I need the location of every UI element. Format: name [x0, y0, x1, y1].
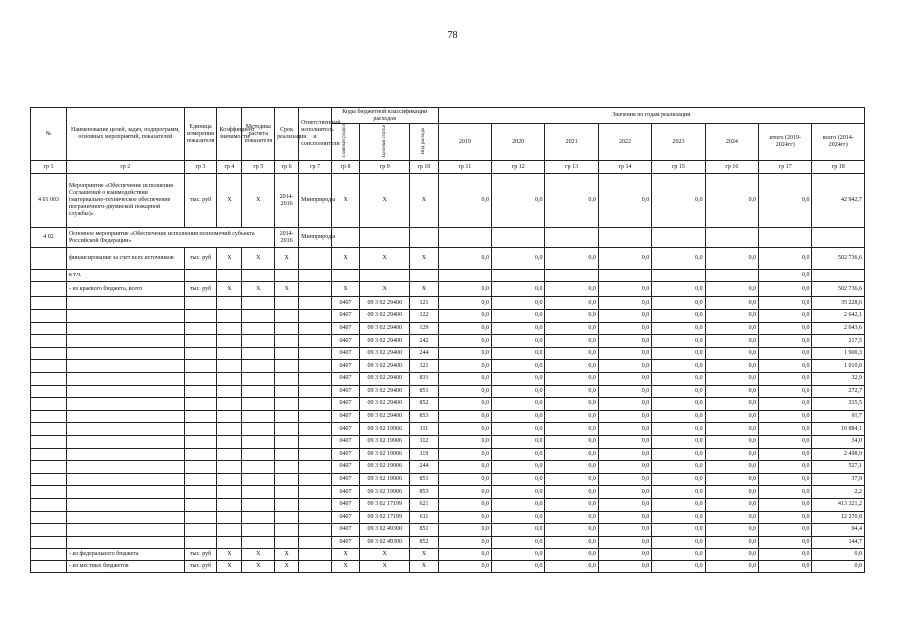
- detail-row: [31, 398, 865, 411]
- value-cell: 0,0: [705, 435, 758, 448]
- kbk-section: 0407: [331, 410, 359, 423]
- kbk-article: 09 3 02 29400: [360, 385, 410, 398]
- kbk-type: 851: [410, 524, 438, 537]
- value-cell: 0,0: [545, 347, 598, 360]
- value-cell: 0,0: [492, 335, 545, 348]
- detail-row: [31, 322, 865, 335]
- kbk-type: 112: [410, 435, 438, 448]
- detail-row: [31, 310, 865, 323]
- value-cell: 0,0: [438, 322, 491, 335]
- value-cell: 0,0: [438, 310, 491, 323]
- value-cell: 0,0: [759, 486, 812, 499]
- value-cell: 0,0: [545, 435, 598, 448]
- value-cell: 0,0: [759, 322, 812, 335]
- value-cell: 0,0: [705, 410, 758, 423]
- column-number-row: [31, 161, 865, 174]
- kbk-type: 111: [410, 423, 438, 436]
- kbk-section: 0407: [331, 423, 359, 436]
- value-cell: 0,0: [705, 347, 758, 360]
- kbk-section: 0407: [331, 347, 359, 360]
- value-cell: 0,0: [652, 435, 705, 448]
- value-cell: 0,0: [652, 448, 705, 461]
- kbk-article: 09 3 02 29400: [360, 335, 410, 348]
- kbk-type: 244: [410, 347, 438, 360]
- value-cell: 0,0: [545, 536, 598, 549]
- regional-budget-row: - из краевого бюджета, всего тыс. руб X X X X X X 0,0 0,0 0,0 0,0 0,0 0,0 0,0 502 736,6: [31, 282, 865, 297]
- measure-row: 4 01 003 Мероприятие «Обеспечение исполнения Соглашений о взаимодействии (материально-техническое обеспечение пограничного-двумиской пожарной службы)» тыс. руб X X 2014-2016 Минприроды X X X 0,0 0,0 0,0 0,0 0,0 0,0 0,0 42 942,7: [31, 174, 865, 228]
- value-cell: 0,0: [652, 410, 705, 423]
- detail-row: [31, 473, 865, 486]
- value-cell: 0,0: [438, 360, 491, 373]
- value-cell: 0,0: [759, 524, 812, 537]
- header-responsible: Ответственный исполнитель и соисполнители: [299, 108, 332, 161]
- value-cell: 0,0: [438, 297, 491, 310]
- value-cell: 0,0: [598, 335, 651, 348]
- detail-row: [31, 297, 865, 310]
- total-cell: 91,7: [812, 410, 865, 423]
- kbk-article: 09 3 02 29400: [360, 360, 410, 373]
- value-cell: 0,0: [492, 372, 545, 385]
- kbk-article: 09 3 02 19906: [360, 435, 410, 448]
- kbk-type: 242: [410, 335, 438, 348]
- kbk-type: 129: [410, 322, 438, 335]
- header-year: 2022: [598, 124, 651, 161]
- column-number: гр 1: [31, 161, 67, 174]
- value-cell: 0,0: [438, 435, 491, 448]
- value-cell: 0,0: [759, 360, 812, 373]
- column-number: гр 8: [331, 161, 359, 174]
- value-cell: 0,0: [598, 461, 651, 474]
- value-cell: 0,0: [598, 297, 651, 310]
- kbk-article: 09 3 02 49300: [360, 536, 410, 549]
- value-cell: 0,0: [598, 322, 651, 335]
- kbk-article: 09 3 02 29400: [360, 297, 410, 310]
- total-cell: 527,1: [812, 461, 865, 474]
- detail-row: [31, 360, 865, 373]
- kbk-type: 122: [410, 310, 438, 323]
- kbk-article: 09 3 02 29400: [360, 347, 410, 360]
- value-cell: 0,0: [759, 385, 812, 398]
- value-cell: 0,0: [652, 360, 705, 373]
- value-cell: 0,0: [492, 524, 545, 537]
- value-cell: 0,0: [438, 461, 491, 474]
- value-cell: 0,0: [545, 385, 598, 398]
- value-cell: 0,0: [545, 423, 598, 436]
- kbk-type: 852: [410, 398, 438, 411]
- total-cell: 2,2: [812, 486, 865, 499]
- value-cell: 0,0: [438, 448, 491, 461]
- kbk-type: 321: [410, 360, 438, 373]
- value-cell: 0,0: [438, 385, 491, 398]
- value-cell: 0,0: [545, 524, 598, 537]
- value-cell: 0,0: [759, 511, 812, 524]
- value-cell: 0,0: [652, 461, 705, 474]
- value-cell: 0,0: [545, 372, 598, 385]
- value-cell: 0,0: [492, 511, 545, 524]
- value-cell: 0,0: [759, 297, 812, 310]
- kbk-section: 0407: [331, 310, 359, 323]
- kbk-article: 09 3 02 17199: [360, 511, 410, 524]
- value-cell: 0,0: [492, 461, 545, 474]
- detail-row: [31, 385, 865, 398]
- value-cell: 0,0: [492, 385, 545, 398]
- value-cell: 0,0: [759, 448, 812, 461]
- detail-row: [31, 461, 865, 474]
- value-cell: 0,0: [598, 473, 651, 486]
- value-cell: 0,0: [545, 335, 598, 348]
- value-cell: 0,0: [438, 486, 491, 499]
- kbk-type: 244: [410, 461, 438, 474]
- total-cell: 413 321,2: [812, 498, 865, 511]
- total-cell: 144,7: [812, 536, 865, 549]
- kbk-type: 831: [410, 372, 438, 385]
- value-cell: 0,0: [598, 410, 651, 423]
- value-cell: 0,0: [598, 448, 651, 461]
- kbk-article: 09 3 02 49300: [360, 524, 410, 537]
- kbk-article: 09 3 02 29400: [360, 398, 410, 411]
- value-cell: 0,0: [438, 473, 491, 486]
- value-cell: 0,0: [705, 310, 758, 323]
- column-number: гр 3: [184, 161, 217, 174]
- column-number: гр 7: [299, 161, 332, 174]
- value-cell: 0,0: [492, 310, 545, 323]
- detail-row: [31, 410, 865, 423]
- value-cell: 0,0: [598, 435, 651, 448]
- header-values: Значения по годам реализации: [438, 108, 864, 124]
- kbk-article: 09 3 02 29400: [360, 372, 410, 385]
- detail-row: [31, 335, 865, 348]
- kbk-section: 0407: [331, 360, 359, 373]
- kbk-article: 09 3 02 17199: [360, 498, 410, 511]
- value-cell: 0,0: [759, 372, 812, 385]
- detail-row: [31, 372, 865, 385]
- kbk-section: 0407: [331, 486, 359, 499]
- value-cell: 0,0: [438, 498, 491, 511]
- total-cell: 34,0: [812, 435, 865, 448]
- value-cell: 0,0: [759, 536, 812, 549]
- value-cell: 0,0: [545, 322, 598, 335]
- value-cell: 0,0: [438, 536, 491, 549]
- kbk-article: 09 3 02 19906: [360, 486, 410, 499]
- main-measure-row: 4 02 Основное мероприятие «Обеспечение исполнения полномочий субъекта Российской Федерации» 2014-2016 Минприроды: [31, 228, 865, 248]
- column-number: гр 11: [438, 161, 491, 174]
- kbk-section: 0407: [331, 385, 359, 398]
- kbk-section: 0407: [331, 372, 359, 385]
- kbk-section: 0407: [331, 511, 359, 524]
- kbk-article: 09 3 02 29400: [360, 310, 410, 323]
- header-method: Методика расчета показателя: [242, 108, 275, 161]
- detail-row: [31, 524, 865, 537]
- total-cell: 2 498,9: [812, 448, 865, 461]
- header-kbk-type: Вид расхода: [420, 127, 426, 154]
- total-cell: 272,7: [812, 385, 865, 398]
- header-total-2014-2024: всего (2014-2024гг): [812, 124, 865, 161]
- column-number: гр 12: [492, 161, 545, 174]
- total-cell: 1 010,0: [812, 360, 865, 373]
- value-cell: 0,0: [652, 511, 705, 524]
- header-kbk-article: Целевая статья: [381, 124, 387, 157]
- value-cell: 0,0: [492, 410, 545, 423]
- kbk-article: 09 3 02 29400: [360, 322, 410, 335]
- kbk-type: 851: [410, 473, 438, 486]
- value-cell: 0,0: [438, 347, 491, 360]
- value-cell: 0,0: [492, 423, 545, 436]
- kbk-article: 09 3 02 19906: [360, 448, 410, 461]
- value-cell: 0,0: [492, 360, 545, 373]
- value-cell: 0,0: [705, 511, 758, 524]
- header-kbk-section: Главный раздел: [342, 124, 348, 158]
- value-cell: 0,0: [545, 498, 598, 511]
- header-year: 2021: [545, 124, 598, 161]
- header-year: 2023: [652, 124, 705, 161]
- value-cell: 0,0: [545, 511, 598, 524]
- value-cell: 0,0: [492, 448, 545, 461]
- total-cell: 335,5: [812, 398, 865, 411]
- column-number: гр 4: [217, 161, 242, 174]
- kbk-article: 09 3 02 19906: [360, 473, 410, 486]
- value-cell: 0,0: [545, 360, 598, 373]
- value-cell: 0,0: [598, 398, 651, 411]
- kbk-article: 09 3 02 19906: [360, 461, 410, 474]
- value-cell: 0,0: [705, 524, 758, 537]
- total-cell: 10 884,1: [812, 423, 865, 436]
- value-cell: 0,0: [598, 423, 651, 436]
- value-cell: 0,0: [705, 398, 758, 411]
- value-cell: 0,0: [492, 473, 545, 486]
- detail-row: [31, 511, 865, 524]
- value-cell: 0,0: [598, 310, 651, 323]
- value-cell: 0,0: [492, 297, 545, 310]
- value-cell: 0,0: [545, 461, 598, 474]
- header-name: Наименование целей, задач, подпрограмм, основных мероприятий, показателей: [66, 108, 184, 161]
- value-cell: 0,0: [492, 398, 545, 411]
- value-cell: 0,0: [598, 372, 651, 385]
- value-cell: 0,0: [598, 347, 651, 360]
- value-cell: 0,0: [492, 347, 545, 360]
- value-cell: 0,0: [545, 297, 598, 310]
- value-cell: 0,0: [652, 536, 705, 549]
- value-cell: 0,0: [705, 335, 758, 348]
- value-cell: 0,0: [545, 310, 598, 323]
- kbk-type: 852: [410, 536, 438, 549]
- header-year: 2024: [705, 124, 758, 161]
- value-cell: 0,0: [652, 486, 705, 499]
- value-cell: 0,0: [705, 536, 758, 549]
- including-row: в т.ч. 0,0: [31, 270, 865, 282]
- value-cell: 0,0: [598, 385, 651, 398]
- federal-budget-row: - из федерального бюджета тыс. руб X X X X X X 0,0 0,0 0,0 0,0 0,0 0,0 0,0 0,0: [31, 549, 865, 561]
- header-total-2019-2024: итого (2019-2024гг): [759, 124, 812, 161]
- column-number: гр 15: [652, 161, 705, 174]
- kbk-section: 0407: [331, 448, 359, 461]
- kbk-type: 621: [410, 498, 438, 511]
- total-cell: 37,9: [812, 473, 865, 486]
- detail-row: [31, 498, 865, 511]
- column-number: гр 9: [360, 161, 410, 174]
- header-year: 2020: [492, 124, 545, 161]
- value-cell: 0,0: [598, 524, 651, 537]
- value-cell: 0,0: [598, 511, 651, 524]
- value-cell: 0,0: [705, 360, 758, 373]
- total-cell: 2 043,6: [812, 322, 865, 335]
- header-unit: Единица измерения показателя: [184, 108, 217, 161]
- header-num: №: [31, 108, 67, 161]
- value-cell: 0,0: [545, 398, 598, 411]
- header-term: Срок реализации: [275, 108, 299, 161]
- value-cell: 0,0: [438, 524, 491, 537]
- value-cell: 0,0: [492, 435, 545, 448]
- kbk-section: 0407: [331, 322, 359, 335]
- value-cell: 0,0: [492, 486, 545, 499]
- value-cell: 0,0: [492, 536, 545, 549]
- column-number: гр 17: [759, 161, 812, 174]
- value-cell: 0,0: [598, 486, 651, 499]
- total-cell: 94,4: [812, 524, 865, 537]
- column-number: гр 13: [545, 161, 598, 174]
- kbk-section: 0407: [331, 524, 359, 537]
- detail-row: [31, 486, 865, 499]
- value-cell: 0,0: [759, 435, 812, 448]
- value-cell: 0,0: [759, 498, 812, 511]
- kbk-section: 0407: [331, 498, 359, 511]
- value-cell: 0,0: [652, 372, 705, 385]
- value-cell: 0,0: [652, 398, 705, 411]
- value-cell: 0,0: [759, 461, 812, 474]
- kbk-section: 0407: [331, 297, 359, 310]
- value-cell: 0,0: [759, 335, 812, 348]
- value-cell: 0,0: [545, 448, 598, 461]
- column-number: гр 16: [705, 161, 758, 174]
- value-cell: 0,0: [652, 310, 705, 323]
- kbk-article: 09 3 02 29400: [360, 410, 410, 423]
- value-cell: 0,0: [598, 536, 651, 549]
- header-coef: Коэффициент значимости: [217, 108, 242, 161]
- header-year: 2019: [438, 124, 491, 161]
- total-cell: 35 228,6: [812, 297, 865, 310]
- value-cell: 0,0: [652, 498, 705, 511]
- kbk-section: 0407: [331, 335, 359, 348]
- detail-row: [31, 435, 865, 448]
- value-cell: 0,0: [705, 498, 758, 511]
- kbk-article: 09 3 02 19906: [360, 423, 410, 436]
- value-cell: 0,0: [705, 473, 758, 486]
- value-cell: 0,0: [492, 322, 545, 335]
- value-cell: 0,0: [545, 410, 598, 423]
- value-cell: 0,0: [652, 385, 705, 398]
- value-cell: 0,0: [705, 423, 758, 436]
- column-number: гр 6: [275, 161, 299, 174]
- value-cell: 0,0: [438, 398, 491, 411]
- value-cell: 0,0: [545, 486, 598, 499]
- header-kbk: Коды бюджетной классификации расходов: [331, 108, 438, 124]
- kbk-section: 0407: [331, 461, 359, 474]
- total-cell: 1 900,3: [812, 347, 865, 360]
- detail-row: [31, 536, 865, 549]
- value-cell: 0,0: [598, 360, 651, 373]
- total-cell: 2 642,1: [812, 310, 865, 323]
- value-cell: 0,0: [438, 372, 491, 385]
- value-cell: 0,0: [705, 297, 758, 310]
- value-cell: 0,0: [652, 322, 705, 335]
- kbk-section: 0407: [331, 536, 359, 549]
- kbk-type: 853: [410, 410, 438, 423]
- value-cell: 0,0: [759, 310, 812, 323]
- value-cell: 0,0: [438, 511, 491, 524]
- value-cell: 0,0: [705, 461, 758, 474]
- value-cell: 0,0: [759, 347, 812, 360]
- page-number: 78: [447, 30, 458, 41]
- column-number: гр 5: [242, 161, 275, 174]
- column-number: гр 18: [812, 161, 865, 174]
- detail-row: [31, 448, 865, 461]
- kbk-section: 0407: [331, 435, 359, 448]
- value-cell: 0,0: [759, 410, 812, 423]
- value-cell: 0,0: [492, 498, 545, 511]
- value-cell: 0,0: [705, 486, 758, 499]
- value-cell: 0,0: [705, 372, 758, 385]
- value-cell: 0,0: [759, 423, 812, 436]
- total-cell: 217,5: [812, 335, 865, 348]
- kbk-type: 851: [410, 385, 438, 398]
- kbk-section: 0407: [331, 473, 359, 486]
- kbk-type: 611: [410, 511, 438, 524]
- value-cell: 0,0: [438, 423, 491, 436]
- kbk-type: 119: [410, 448, 438, 461]
- kbk-type: 853: [410, 486, 438, 499]
- financing-row: финансирование за счет всех источников тыс. руб X X X X X X 0,0 0,0 0,0 0,0 0,0 0,0 0,0 502 736,6: [31, 248, 865, 270]
- value-cell: 0,0: [652, 347, 705, 360]
- value-cell: 0,0: [652, 473, 705, 486]
- kbk-section: 0407: [331, 398, 359, 411]
- value-cell: 0,0: [652, 297, 705, 310]
- value-cell: 0,0: [652, 335, 705, 348]
- detail-row: [31, 423, 865, 436]
- total-cell: 12 270,8: [812, 511, 865, 524]
- value-cell: 0,0: [438, 335, 491, 348]
- program-table: [30, 107, 865, 573]
- value-cell: 0,0: [652, 524, 705, 537]
- value-cell: 0,0: [759, 398, 812, 411]
- value-cell: 0,0: [705, 448, 758, 461]
- value-cell: 0,0: [759, 473, 812, 486]
- value-cell: 0,0: [545, 473, 598, 486]
- value-cell: 0,0: [598, 498, 651, 511]
- column-number: гр 10: [410, 161, 438, 174]
- column-number: гр 2: [66, 161, 184, 174]
- kbk-type: 121: [410, 297, 438, 310]
- value-cell: 0,0: [705, 322, 758, 335]
- total-cell: 32,9: [812, 372, 865, 385]
- value-cell: 0,0: [705, 385, 758, 398]
- local-budget-row: - из местных бюджетов тыс. руб X X X X X X 0,0 0,0 0,0 0,0 0,0 0,0 0,0 0,0: [31, 561, 865, 573]
- value-cell: 0,0: [438, 410, 491, 423]
- detail-row: [31, 347, 865, 360]
- value-cell: 0,0: [652, 423, 705, 436]
- column-number: гр 14: [598, 161, 651, 174]
